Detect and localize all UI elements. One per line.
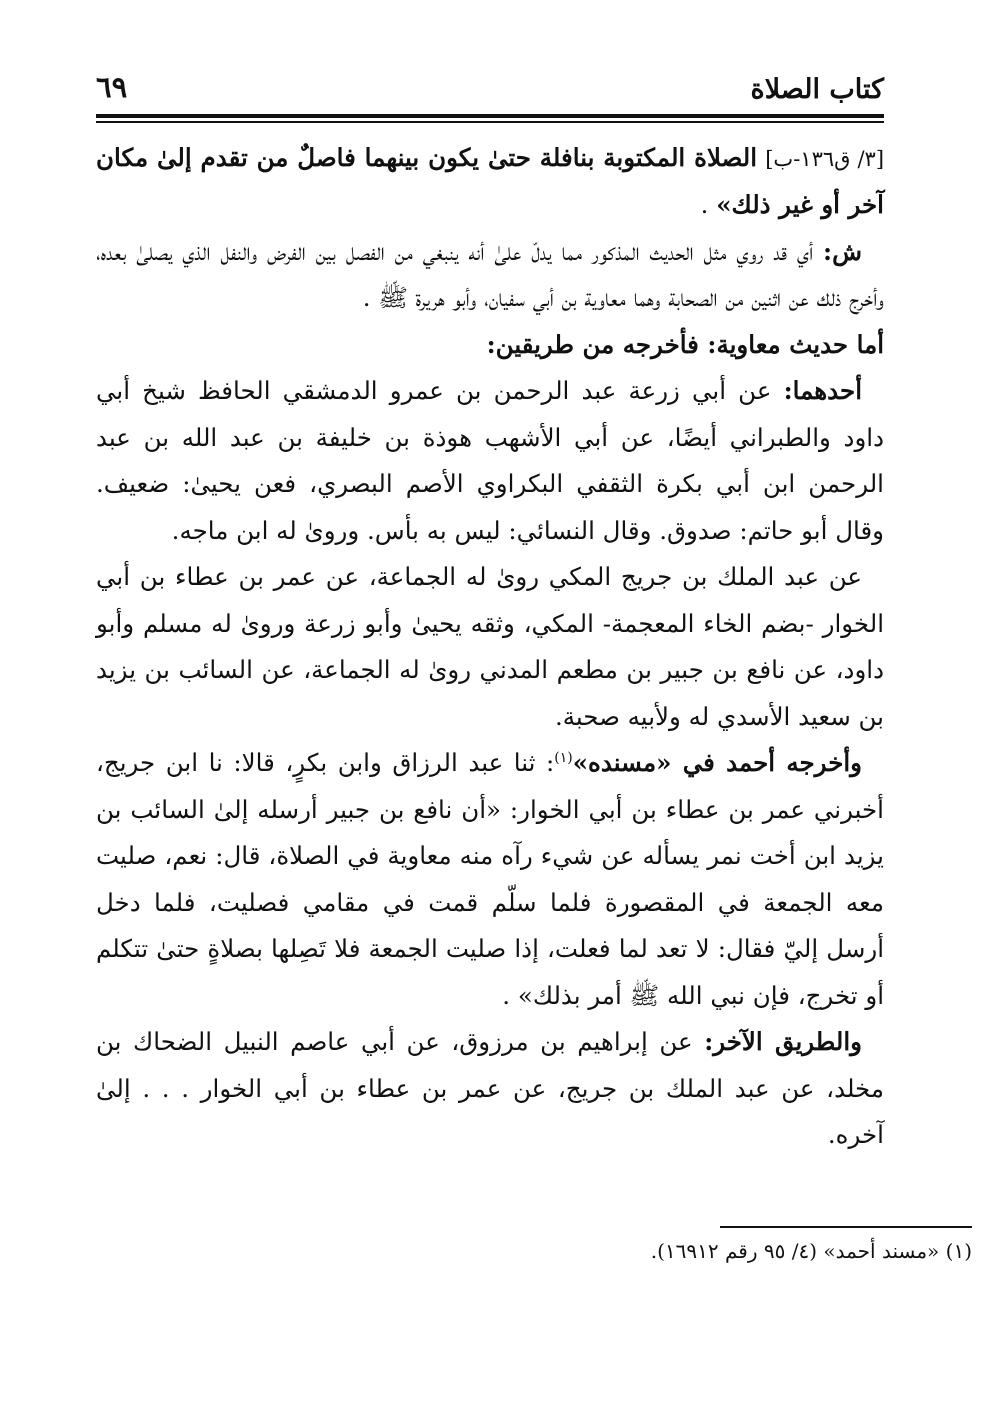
manuscript-reference: [٣/ ق١٣٦-ب] — [765, 146, 885, 171]
chapter-heading: الصلاة المكتوبة بنافلة حتىٰ يكون بينهما فاصلٌ من تقدم إلىٰ مكان آخر أو غير ذلك» — [96, 142, 884, 219]
section-heading: أما حديث معاوية: فأخرجه من طريقين: — [486, 329, 884, 359]
ahmad-text: : ثنا عبد الرزاق وابن بكرٍ، قالا: نا ابن جريج، أخبرني عمر بن عطاء بن أبي الخوار: «أن نافع بن جبير أرسله إلىٰ السائب بن يزيد ابن أخت نمر يسأله عن شيء رآه منه معاوية في الصلاة، قال: نعم، صليت معه الجمعة في المقصورة فلما سلّم قمت في مقامي فصليت، فلما دخل أرسل إليّ فقال: لا تعد لما فعلت، إذا صليت الجمعة فلا تَصِلها بصلاةٍ حتىٰ تتكلم أو تخرج، فإن نبي الله ﷺ أمر بذلك» . — [96, 748, 884, 1010]
paragraph-commentary — [96, 229, 884, 322]
footnote: (١) «مسند أحمد» (٤/ ٩٥ رقم ١٦٩١٢). — [650, 1239, 972, 1263]
paragraph-ahmad — [96, 740, 884, 1019]
second-route-label: والطريق الآخر: — [704, 1027, 862, 1056]
first-route-text: عن أبي زرعة عبد الرحمن بن عمرو الدمشقي الحافظ شيخ أبي داود والطبراني أيضًا، عن أبي الأشهب هوذة بن خليفة بن عبد الله بن عبد الرحمن ابن أبي بكرة الثقفي البكراوي الأصم البصري، فعن يحيىٰ: ضعيف. وقال أبو حاتم: صدوق. وقال النسائي: ليس به بأس. وروىٰ له ابن ماجه. — [96, 376, 884, 545]
paragraph-first-route — [96, 368, 884, 554]
second-route-text: عن إبراهيم بن مرزوق، عن أبي عاصم النبيل الضحاك بن مخلد، عن عبد الملك بن جريج، عن عمر بن عطاء بن أبي الخوار . . . إلىٰ آخره. — [96, 1027, 884, 1149]
book-page — [96, 60, 884, 1159]
page-number: ٦٩ — [96, 70, 128, 104]
main-text — [96, 135, 884, 1159]
heading-end: . — [700, 190, 717, 219]
page-header — [96, 60, 884, 112]
paragraph-second-route — [96, 1019, 884, 1159]
header-rule-thin — [96, 121, 884, 123]
paragraph-narrators: عن عبد الملك بن جريج المكي روىٰ له الجماعة، عن عمر بن عطاء بن أبي الخوار -بضم الخاء المعجمة- المكي، وثقه يحيىٰ وأبو زرعة وروىٰ له مسلم وأبو داود، عن نافع بن جبير بن مطعم المدني روىٰ له الجماعة، عن السائب بن يزيد بن سعيد الأسدي له ولأبيه صحبة. — [96, 562, 884, 731]
commentary-text: أي قد روي مثل الحديث المذكور مما يدلّ علىٰ أنه ينبغي من الفصل بين الفرض والنفل الذي يصلىٰ بعده، وأخرج ذلك عن اثنين من الصحابة وهما معاوية بن أبي سفيان، وأبو هريرة ﷺ . — [96, 236, 884, 312]
footnote-marker: (١) — [554, 749, 573, 766]
footnote-separator — [720, 1226, 972, 1228]
commentary-marker: ش: — [823, 236, 862, 266]
first-route-label: أحدهما: — [783, 376, 862, 405]
running-title: كتاب الصلاة — [750, 74, 884, 105]
header-rule-thick — [96, 114, 884, 118]
paragraph-heading — [96, 135, 884, 229]
ahmad-source-label: وأخرجه أحمد في «مسنده» — [572, 748, 862, 777]
